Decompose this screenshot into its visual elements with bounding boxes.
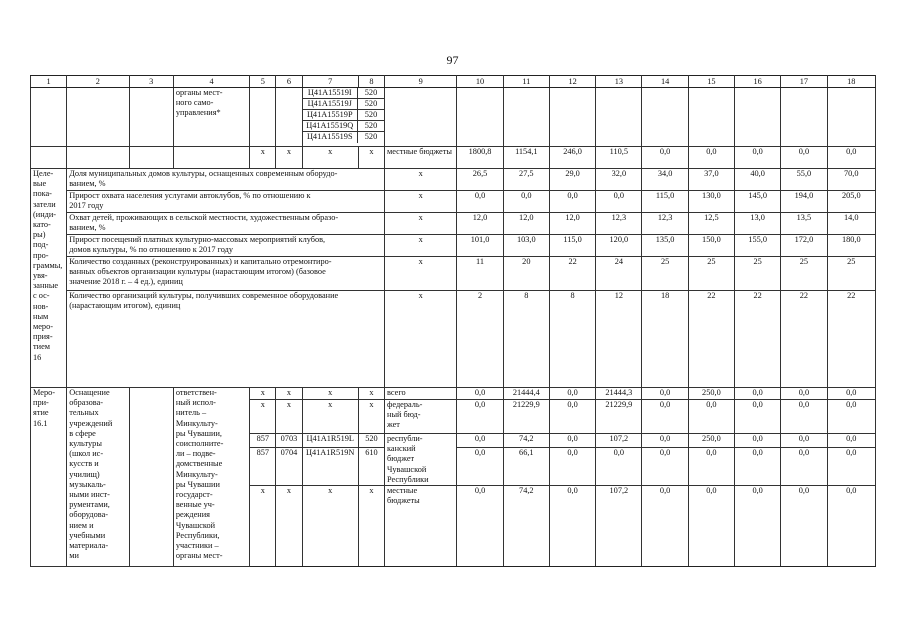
cell-value: 74,2 <box>503 434 549 448</box>
expense-type: 520 <box>364 88 378 97</box>
cell-empty <box>250 88 276 147</box>
cell-x: x <box>385 213 457 235</box>
cell-value: 0,0 <box>642 434 688 448</box>
cell-empty <box>67 88 129 147</box>
code-row <box>303 121 384 132</box>
cell-code: x <box>250 147 276 169</box>
cell-value: 107,2 <box>596 434 642 448</box>
cell-value: 25 <box>735 257 781 291</box>
cell-x: x <box>385 191 457 213</box>
column-header: 15 <box>688 76 734 88</box>
column-header: 3 <box>129 76 173 88</box>
cell-value: 115,0 <box>642 191 688 213</box>
column-header: 16 <box>735 76 781 88</box>
cell-value: 8 <box>549 291 595 388</box>
cell-value: 0,0 <box>827 447 875 485</box>
targets-label: Целе- вые пока- затели (инди- като- ры) под- про- граммы, увя- занные с ос- нов- ным меро- прия- тием 16 <box>31 169 67 388</box>
page-number: 97 <box>446 53 459 67</box>
expense-type: 520 <box>364 99 378 108</box>
cell-value: 0,0 <box>781 147 827 169</box>
cell-value: 21229,9 <box>503 400 549 434</box>
measure-description: Оснащение образова- тельных учреждений в сфере культуры (школ ис- кусств и училищ) музыкаль- ными инст- рументами, оборудова- нием и учебными материала- ми <box>67 388 129 567</box>
column-header: 6 <box>276 76 302 88</box>
cell-value: 0,0 <box>688 400 734 434</box>
cell-value: 0,0 <box>549 400 595 434</box>
column-header: 2 <box>67 76 129 88</box>
cell-value: 0,0 <box>827 486 875 567</box>
cell-value: 0,0 <box>827 434 875 448</box>
cell-value: 2 <box>457 291 503 388</box>
cell-value: 0,0 <box>549 388 595 400</box>
indicator-text: Доля муниципальных домов культуры, оснащенных современным оборудо- ванием, % <box>67 169 385 191</box>
cell-empty <box>276 88 302 147</box>
column-header: 8 <box>358 76 384 88</box>
cell-value: 0,0 <box>549 191 595 213</box>
cell-value: 55,0 <box>781 169 827 191</box>
cell-code: x <box>250 388 276 400</box>
column-header: 13 <box>596 76 642 88</box>
cell-value: 0,0 <box>596 447 642 485</box>
cell-value: 180,0 <box>827 235 875 257</box>
cell-code: x <box>302 388 358 400</box>
cell-value: 194,0 <box>781 191 827 213</box>
cell-code: 0704 <box>276 447 302 485</box>
cell-code: x <box>250 486 276 567</box>
cell-value: 24 <box>596 257 642 291</box>
cell-code: x <box>302 147 358 169</box>
cell-code: Ц41A1R519N <box>302 447 358 485</box>
cell-empty <box>827 88 875 147</box>
cell-empty <box>688 88 734 147</box>
cell-code: Ц41A1R519L <box>302 434 358 448</box>
cell-value: 21444,4 <box>503 388 549 400</box>
table-row <box>31 169 876 191</box>
cell-value: 11 <box>457 257 503 291</box>
cell-value: 22 <box>781 291 827 388</box>
cell-value: 0,0 <box>735 486 781 567</box>
cell-code: x <box>276 388 302 400</box>
cell-value: 120,0 <box>596 235 642 257</box>
column-header: 17 <box>781 76 827 88</box>
code-list <box>303 88 384 143</box>
cell-value: 107,2 <box>596 486 642 567</box>
cell-code: x <box>358 486 384 567</box>
table-row <box>31 213 876 235</box>
cell-executor: органы мест- ного само- управления* <box>173 88 249 147</box>
column-header: 18 <box>827 76 875 88</box>
cell-empty <box>173 147 249 169</box>
cell-empty <box>781 88 827 147</box>
cell-value: 0,0 <box>642 147 688 169</box>
cell-value: 26,5 <box>457 169 503 191</box>
cell-code: x <box>276 486 302 567</box>
cell-code: 0703 <box>276 434 302 448</box>
table-row <box>31 191 876 213</box>
cell-value: 0,0 <box>596 191 642 213</box>
cell-code: x <box>250 400 276 434</box>
column-header: 5 <box>250 76 276 88</box>
expense-type: 520 <box>364 132 378 141</box>
cell-value: 0,0 <box>735 147 781 169</box>
cell-value: 32,0 <box>596 169 642 191</box>
cell-source: федераль- ный бюд- жет <box>385 400 457 434</box>
column-header: 11 <box>503 76 549 88</box>
cell-empty <box>735 88 781 147</box>
cell-source: республи- канский бюджет Чувашской Республики <box>385 434 457 486</box>
budget-code: Ц41A15519Q <box>303 121 358 131</box>
expense-type: 520 <box>364 110 378 119</box>
cell-value: 0,0 <box>503 191 549 213</box>
cell-empty <box>642 88 688 147</box>
cell-value: 0,0 <box>827 147 875 169</box>
cell-value: 0,0 <box>735 400 781 434</box>
cell-empty <box>596 88 642 147</box>
table-row <box>31 147 876 169</box>
cell-code: x <box>276 147 302 169</box>
cell-value: 205,0 <box>827 191 875 213</box>
cell-empty <box>67 147 129 169</box>
cell-source: местные бюджеты <box>385 486 457 567</box>
cell-code: x <box>358 388 384 400</box>
cell-value: 110,5 <box>596 147 642 169</box>
indicator-text: Прирост охвата населения услугами автоклубов, % по отношению к 2017 году <box>67 191 385 213</box>
cell-value: 0,0 <box>735 388 781 400</box>
cell-code: x <box>276 400 302 434</box>
budget-code: Ц41A15519J <box>303 99 358 109</box>
cell-value: 12,3 <box>642 213 688 235</box>
code-row <box>303 132 384 143</box>
cell-value: 22 <box>549 257 595 291</box>
cell-value: 150,0 <box>688 235 734 257</box>
cell-value: 145,0 <box>735 191 781 213</box>
code-row <box>303 110 384 121</box>
cell-empty <box>549 88 595 147</box>
cell-value: 12 <box>596 291 642 388</box>
cell-code: x <box>358 147 384 169</box>
cell-value: 70,0 <box>827 169 875 191</box>
table-row <box>31 235 876 257</box>
cell-value: 0,0 <box>827 400 875 434</box>
cell-value: 13,0 <box>735 213 781 235</box>
cell-x: x <box>385 169 457 191</box>
cell-value: 0,0 <box>688 147 734 169</box>
cell-value: 40,0 <box>735 169 781 191</box>
cell-empty <box>31 88 67 147</box>
cell-value: 12,0 <box>549 213 595 235</box>
code-row <box>303 88 384 99</box>
cell-value: 12,5 <box>688 213 734 235</box>
cell-value: 12,0 <box>457 213 503 235</box>
column-header: 7 <box>302 76 358 88</box>
cell-value: 21229,9 <box>596 400 642 434</box>
cell-value: 0,0 <box>457 486 503 567</box>
table-row <box>31 88 876 147</box>
cell-value: 12,0 <box>503 213 549 235</box>
cell-source: всего <box>385 388 457 400</box>
indicator-text: Количество организаций культуры, получивших современное оборудование (нарастающим итогом), единиц <box>67 291 385 388</box>
cell-value: 1800,8 <box>457 147 503 169</box>
cell-x: x <box>385 257 457 291</box>
column-header: 12 <box>549 76 595 88</box>
cell-value: 115,0 <box>549 235 595 257</box>
column-header: 4 <box>173 76 249 88</box>
cell-value: 0,0 <box>642 486 688 567</box>
cell-empty <box>129 88 173 147</box>
cell-empty <box>129 388 173 567</box>
cell-value: 0,0 <box>549 447 595 485</box>
cell-code: x <box>302 400 358 434</box>
cell-value: 27,5 <box>503 169 549 191</box>
cell-value: 66,1 <box>503 447 549 485</box>
table-row <box>31 257 876 291</box>
cell-value: 250,0 <box>688 434 734 448</box>
budget-table <box>30 75 876 567</box>
table-row <box>31 388 876 400</box>
table-row <box>31 76 876 88</box>
column-header: 1 <box>31 76 67 88</box>
cell-value: 246,0 <box>549 147 595 169</box>
cell-value: 0,0 <box>688 447 734 485</box>
cell-value: 25 <box>688 257 734 291</box>
cell-empty <box>457 88 503 147</box>
budget-code: Ц41A15519I <box>303 88 358 98</box>
column-header: 14 <box>642 76 688 88</box>
cell-value: 21444,3 <box>596 388 642 400</box>
column-header: 9 <box>385 76 457 88</box>
indicator-text: Охват детей, проживающих в сельской местности, художественным образо- ванием, % <box>67 213 385 235</box>
cell-value: 22 <box>827 291 875 388</box>
cell-empty <box>385 88 457 147</box>
cell-value: 250,0 <box>688 388 734 400</box>
cell-value: 0,0 <box>457 434 503 448</box>
cell-value: 0,0 <box>781 388 827 400</box>
cell-code: x <box>358 400 384 434</box>
cell-value: 0,0 <box>781 400 827 434</box>
expense-type: 520 <box>364 121 378 130</box>
cell-value: 0,0 <box>642 447 688 485</box>
cell-empty <box>129 147 173 169</box>
budget-code: Ц41A15519P <box>303 110 358 120</box>
cell-value: 25 <box>642 257 688 291</box>
cell-x: x <box>385 235 457 257</box>
cell-value: 0,0 <box>642 388 688 400</box>
cell-value: 101,0 <box>457 235 503 257</box>
cell-value: 0,0 <box>781 447 827 485</box>
cell-value: 135,0 <box>642 235 688 257</box>
cell-value: 34,0 <box>642 169 688 191</box>
measure-executor: ответствен- ный испол- нитель – Минкульту- ры Чувашии, соисполните- ли – подве- домственные Минкульту- ры Чувашии государст- венные уч- реждения Чувашской Республики, участники – органы мест- <box>173 388 249 567</box>
cell-value: 14,0 <box>827 213 875 235</box>
cell-value: 0,0 <box>827 388 875 400</box>
budget-code: Ц41A15519S <box>303 132 358 143</box>
cell-value: 0,0 <box>549 486 595 567</box>
column-header: 10 <box>457 76 503 88</box>
cell-empty <box>503 88 549 147</box>
cell-value: 155,0 <box>735 235 781 257</box>
cell-value: 18 <box>642 291 688 388</box>
code-row <box>303 99 384 110</box>
cell-value: 22 <box>688 291 734 388</box>
indicator-text: Прирост посещений платных культурно-массовых мероприятий клубов, домов культуры, % по отношению к 2017 году <box>67 235 385 257</box>
indicator-text: Количество созданных (реконструированных) и капитально отремонтиро- ванных объектов организации культуры (нарастающим итогом) (базовое значение 2018 г. – 4 ед.), единиц <box>67 257 385 291</box>
cell-value: 0,0 <box>735 447 781 485</box>
cell-value: 0,0 <box>457 400 503 434</box>
cell-value: 0,0 <box>457 447 503 485</box>
cell-value: 103,0 <box>503 235 549 257</box>
cell-value: 0,0 <box>781 486 827 567</box>
cell-x: x <box>385 291 457 388</box>
cell-value: 0,0 <box>457 388 503 400</box>
cell-value: 172,0 <box>781 235 827 257</box>
cell-value: 130,0 <box>688 191 734 213</box>
cell-value: 25 <box>827 257 875 291</box>
cell-value: 37,0 <box>688 169 734 191</box>
cell-value: 20 <box>503 257 549 291</box>
cell-value: 8 <box>503 291 549 388</box>
cell-value: 13,5 <box>781 213 827 235</box>
cell-value: 0,0 <box>642 400 688 434</box>
cell-value: 0,0 <box>735 434 781 448</box>
cell-source: местные бюджеты <box>385 147 457 169</box>
cell-value: 25 <box>781 257 827 291</box>
cell-code: 520 <box>358 434 384 448</box>
cell-value: 29,0 <box>549 169 595 191</box>
cell-value: 74,2 <box>503 486 549 567</box>
cell-value: 12,3 <box>596 213 642 235</box>
cell-value: 0,0 <box>457 191 503 213</box>
cell-empty <box>31 147 67 169</box>
cell-value: 1154,1 <box>503 147 549 169</box>
code-block <box>302 88 384 147</box>
cell-value: 0,0 <box>781 434 827 448</box>
measure-number: Меро- при- ятие 16.1 <box>31 388 67 567</box>
cell-value: 0,0 <box>549 434 595 448</box>
cell-code: 857 <box>250 447 276 485</box>
cell-value: 0,0 <box>688 486 734 567</box>
cell-code: x <box>302 486 358 567</box>
cell-code: 610 <box>358 447 384 485</box>
cell-code: 857 <box>250 434 276 448</box>
cell-value: 22 <box>735 291 781 388</box>
table-row <box>31 291 876 388</box>
